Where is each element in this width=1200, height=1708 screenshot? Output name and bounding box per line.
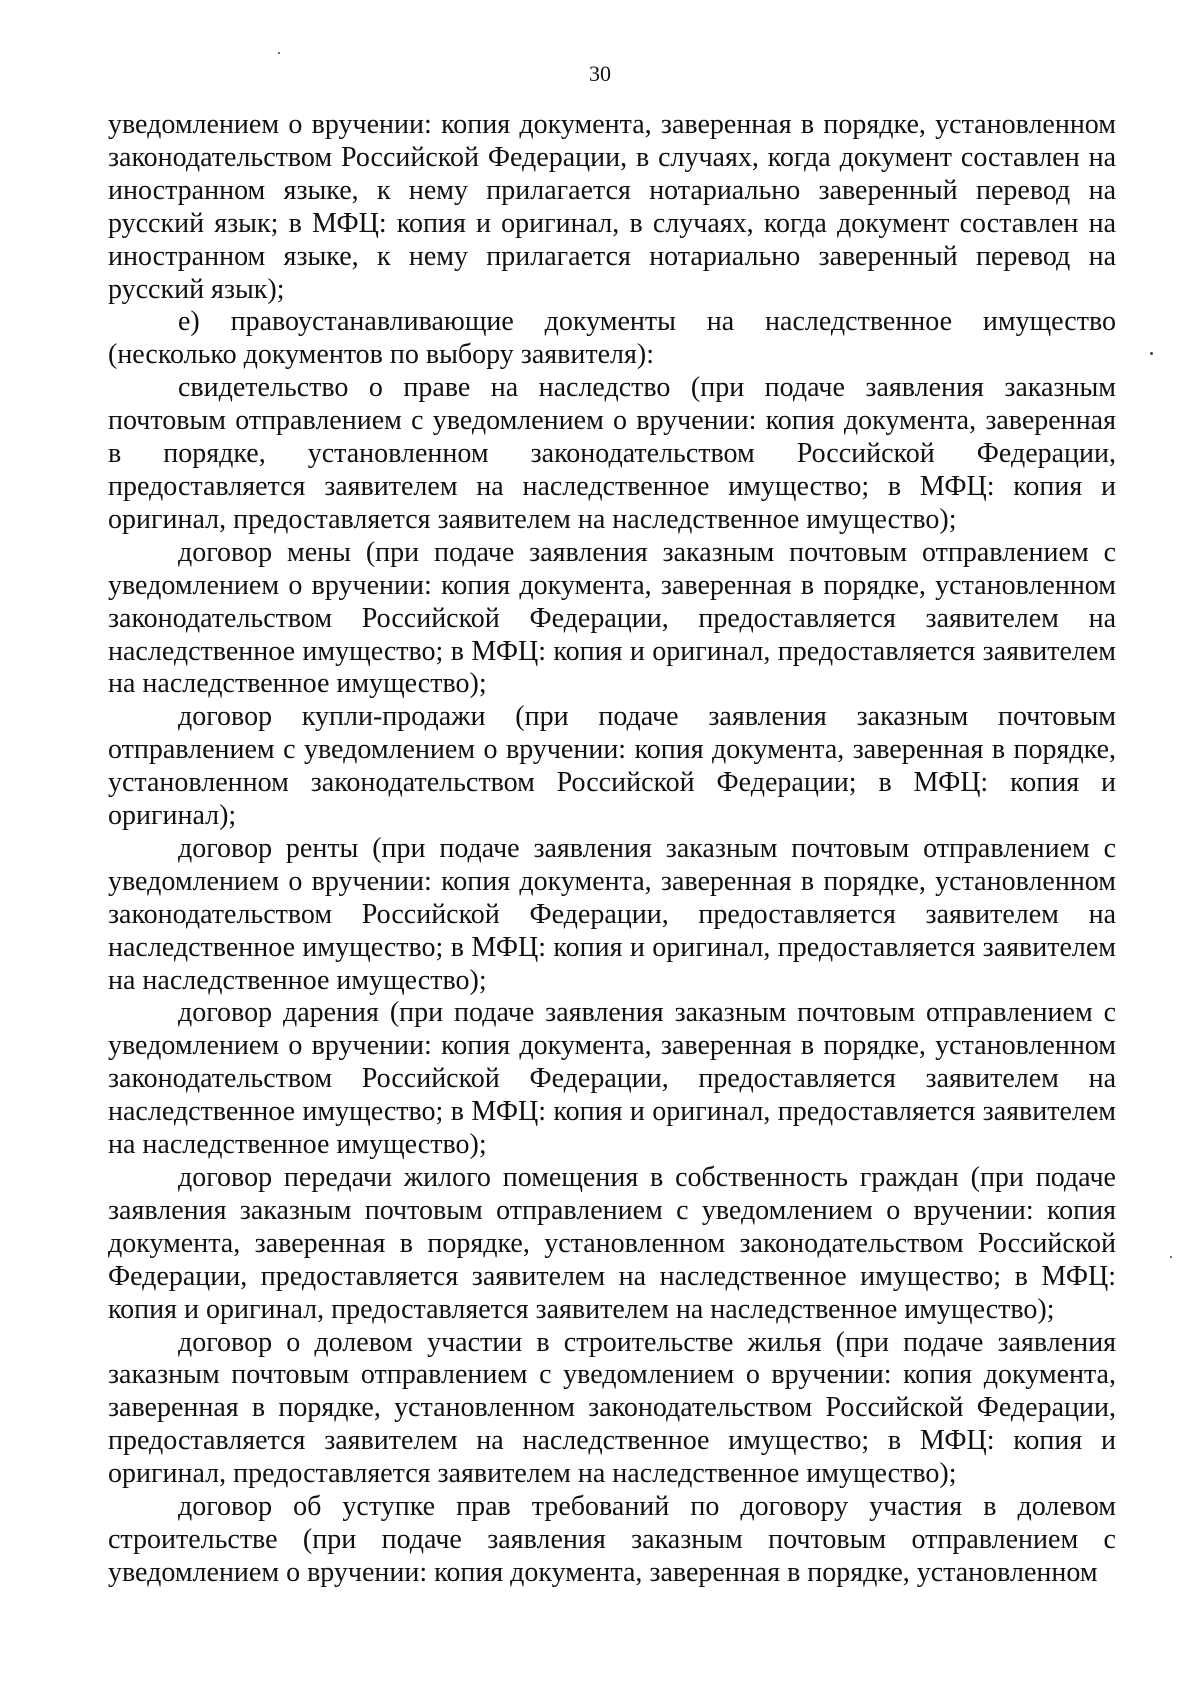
paragraph-annuity-contract: договор ренты (при подаче заявления заказным почтовым отправлением с уведомлением о вручении: копия документа, заверенная в порядке, установленном законодательством Российской Федерации, предоставляется заявителем на наследственное имущество; в МФЦ: копия и оригинал, предоставляется заявителем на наследственное имущество); (108, 832, 1116, 996)
paragraph-privatization-contract: договор передачи жилого помещения в собственность граждан (при подаче заявления заказным почтовым отправлением с уведомлением о вручении: копия документа, заверенная в порядке, установленном законодательством Российской Федерации, предоставляется заявителем на наследственное имущество; в МФЦ: копия и оригинал, предоставляется заявителем на наследственное имущество); (108, 1162, 1116, 1325)
paragraph-exchange-contract: договор мены (при подаче заявления заказным почтовым отправлением с уведомлением о вручении: копия документа, заверенная в порядке, установленном законодательством Российской Федерации, предоставляется заявителем на наследственное имущество; в МФЦ: копия и оригинал, предоставляется заявителем на наследственное имущество); (108, 536, 1116, 700)
page-number: 30 (589, 61, 611, 86)
paragraph-continuation: уведомлением о вручении: копия документа, заверенная в порядке, установленном законодательством Российской Федерации, в случаях, когда документ составлен на иностранном языке, к нему прилагается нотариально заверенный перевод на русский язык; в МФЦ: копия и оригинал, в случаях, когда документ составлен на иностранном языке, к нему прилагается нотариально заверенный перевод на русский язык); (108, 109, 1116, 305)
paragraph-gift-contract: договор дарения (при подаче заявления заказным почтовым отправлением с уведомлением о вручении: копия документа, заверенная в порядке, установленном законодательством Российской Федерации, предоставляется заявителем на наследственное имущество; в МФЦ: копия и оригинал, предоставляется заявителем на наследственное имущество); (108, 997, 1116, 1161)
paragraph-sale-contract: договор купли-продажи (при подаче заявления заказным почтовым отправлением с уведомлением о вручении: копия документа, заверенная в порядке, установленном законодательством Российской Федерации; в МФЦ: копия и оригинал); (108, 701, 1116, 832)
paragraph-shared-construction-contract: договор о долевом участии в строительстве жилья (при подаче заявления заказным почтовым отправлением с уведомлением о вручении: копия документа, заверенная в порядке, установленном законодательством Российской Федерации, предоставляется заявителем на наследственное имущество; в МФЦ: копия и оригинал, предоставляется заявителем на наследственное имущество); (108, 1326, 1116, 1490)
scan-speck (278, 52, 280, 54)
paragraph-assignment-contract: договор об уступке прав требований по договору участия в долевом строительстве (при подаче заявления заказным почтовым отправлением с уведомлением о вручении: копия документа, заверенная в порядке, установленном (108, 1491, 1116, 1588)
scan-speck (1150, 352, 1153, 355)
paragraph-inheritance-certificate: свидетельство о праве на наследство (при подаче заявления заказным почтовым отправлением с уведомлением о вручении: копия документа, заверенная в порядке, установленном законодательством Российской Федерации, предоставляется заявителем на наследственное имущество; в МФЦ: копия и оригинал, предоставляется заявителем на наследственное имущество); (108, 372, 1116, 535)
paragraph-item-e: е) правоустанавливающие документы на наследственное имущество (несколько документов по выбору заявителя): (108, 306, 1116, 371)
document-body (108, 109, 1116, 1590)
scan-speck (1170, 1256, 1172, 1258)
